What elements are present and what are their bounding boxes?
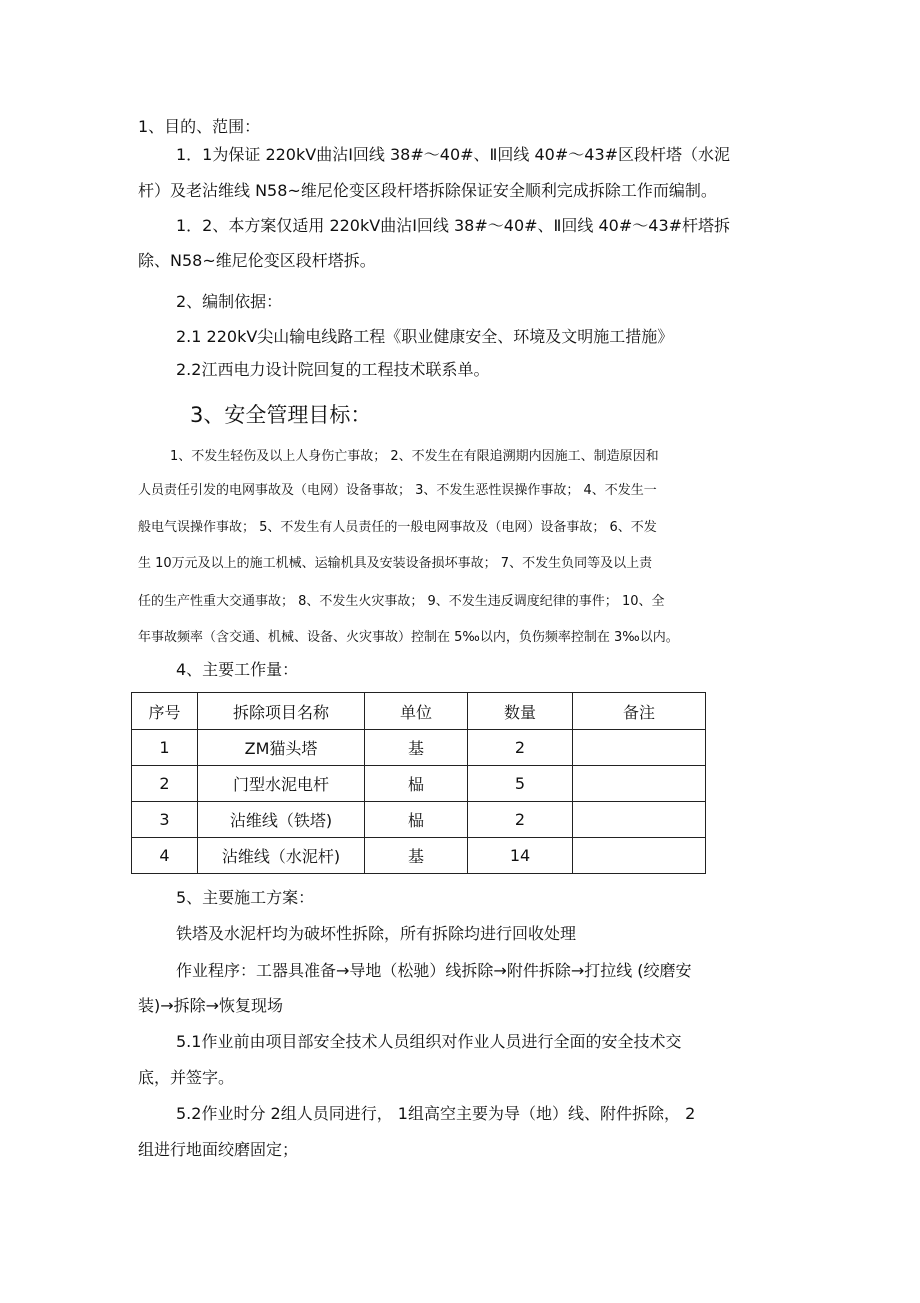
section-2-item-1: 2.1 220kV尖山输电线路工程《职业健康安全、环境及文明施工措施》 xyxy=(176,327,674,346)
cell-quantity: 14 xyxy=(468,838,573,874)
section-2-item-2: 2.2江西电力设计院回复的工程技术联系单。 xyxy=(176,360,490,379)
cell-quantity: 2 xyxy=(468,730,573,766)
cell-unit: 基 xyxy=(365,838,468,874)
header-quantity: 数量 xyxy=(468,693,573,730)
section-1-1-line-1: 1．1为保证 220kV曲沾Ⅰ回线 38#～40#、Ⅱ回线 40#～43#区段杆塔（水泥 xyxy=(176,145,731,164)
safety-goal-line: 任的生产性重大交通事故； 8、不发生火灾事故； 9、不发生违反调度纪律的事件； 10、全 xyxy=(138,594,665,609)
work-procedure-line-1: 作业程序：工器具准备→导地（松驰）线拆除→附件拆除→打拉线 (绞磨安 xyxy=(176,961,692,980)
table-row xyxy=(132,766,706,802)
section-1-heading: 1、目的、范围： xyxy=(138,117,261,136)
cell-unit: 榀 xyxy=(365,802,468,838)
table-row xyxy=(132,802,706,838)
section-5-2-line-1: 5.2作业时分 2组人员同进行， 1组高空主要为导（地）线、附件拆除， 2 xyxy=(176,1104,696,1123)
cell-unit: 基 xyxy=(365,730,468,766)
section-5-1-line-2: 底，并签字。 xyxy=(138,1068,235,1087)
cell-quantity: 5 xyxy=(468,766,573,802)
workload-table xyxy=(131,692,706,874)
cell-item-name: ZM猫头塔 xyxy=(198,730,365,766)
cell-item-name: 门型水泥电杆 xyxy=(198,766,365,802)
header-unit: 单位 xyxy=(365,693,468,730)
section-5-paragraph-1: 铁塔及水泥杆均为破坏性拆除，所有拆除均进行回收处理 xyxy=(176,924,577,943)
table-row xyxy=(132,838,706,874)
cell-item-name: 沾维线（水泥杆) xyxy=(198,838,365,874)
safety-goal-line: 年事故频率（含交通、机械、设备、火灾事故）控制在 5‰以内，负伤频率控制在 3‰以内。 xyxy=(138,630,679,645)
safety-goal-line: 人员责任引发的电网事故及（电网）设备事故； 3、不发生恶性误操作事故； 4、不发生一 xyxy=(138,483,657,498)
header-remarks: 备注 xyxy=(573,693,706,730)
cell-index: 3 xyxy=(132,802,198,838)
safety-goal-line: 般电气误操作事故； 5、不发生有人员责任的一般电网事故及（电网）设备事故； 6、不发 xyxy=(138,520,657,535)
header-index: 序号 xyxy=(132,693,198,730)
cell-remarks xyxy=(573,838,706,874)
table-header-row xyxy=(132,693,706,730)
table-row xyxy=(132,730,706,766)
section-5-1-line-1: 5.1作业前由项目部安全技术人员组织对作业人员进行全面的安全技术交 xyxy=(176,1032,682,1051)
cell-index: 2 xyxy=(132,766,198,802)
section-3-heading: 3、安全管理目标： xyxy=(190,403,372,427)
section-1-1-line-2: 杆）及老沾维线 N58~维尼伦变区段杆塔拆除保证安全顺利完成拆除工作而编制。 xyxy=(138,181,717,200)
cell-index: 1 xyxy=(132,730,198,766)
cell-item-name: 沾维线（铁塔) xyxy=(198,802,365,838)
section-5-2-line-2: 组进行地面绞磨固定； xyxy=(138,1140,299,1159)
section-1-2-line-1: 1．2、本方案仅适用 220kV曲沾Ⅰ回线 38#～40#、Ⅱ回线 40#～43#杆塔拆 xyxy=(176,216,731,235)
cell-unit: 榀 xyxy=(365,766,468,802)
work-procedure-line-2: 装)→拆除→恢复现场 xyxy=(138,996,284,1015)
cell-remarks xyxy=(573,766,706,802)
cell-quantity: 2 xyxy=(468,802,573,838)
cell-index: 4 xyxy=(132,838,198,874)
safety-goal-line: 1、不发生轻伤及以上人身伤亡事故； 2、不发生在有限追溯期内因施工、制造原因和 xyxy=(170,449,659,464)
cell-remarks xyxy=(573,730,706,766)
cell-remarks xyxy=(573,802,706,838)
safety-goal-line: 生 10万元及以上的施工机械、运输机具及安装设备损坏事故； 7、不发生负同等及以上责 xyxy=(138,556,653,571)
header-item-name: 拆除项目名称 xyxy=(198,693,365,730)
section-2-heading: 2、编制依据： xyxy=(176,292,283,311)
section-4-heading: 4、主要工作量： xyxy=(176,660,299,679)
section-5-heading: 5、主要施工方案： xyxy=(176,888,315,907)
section-1-2-line-2: 除、N58~维尼伦变区段杆塔拆。 xyxy=(138,251,376,270)
